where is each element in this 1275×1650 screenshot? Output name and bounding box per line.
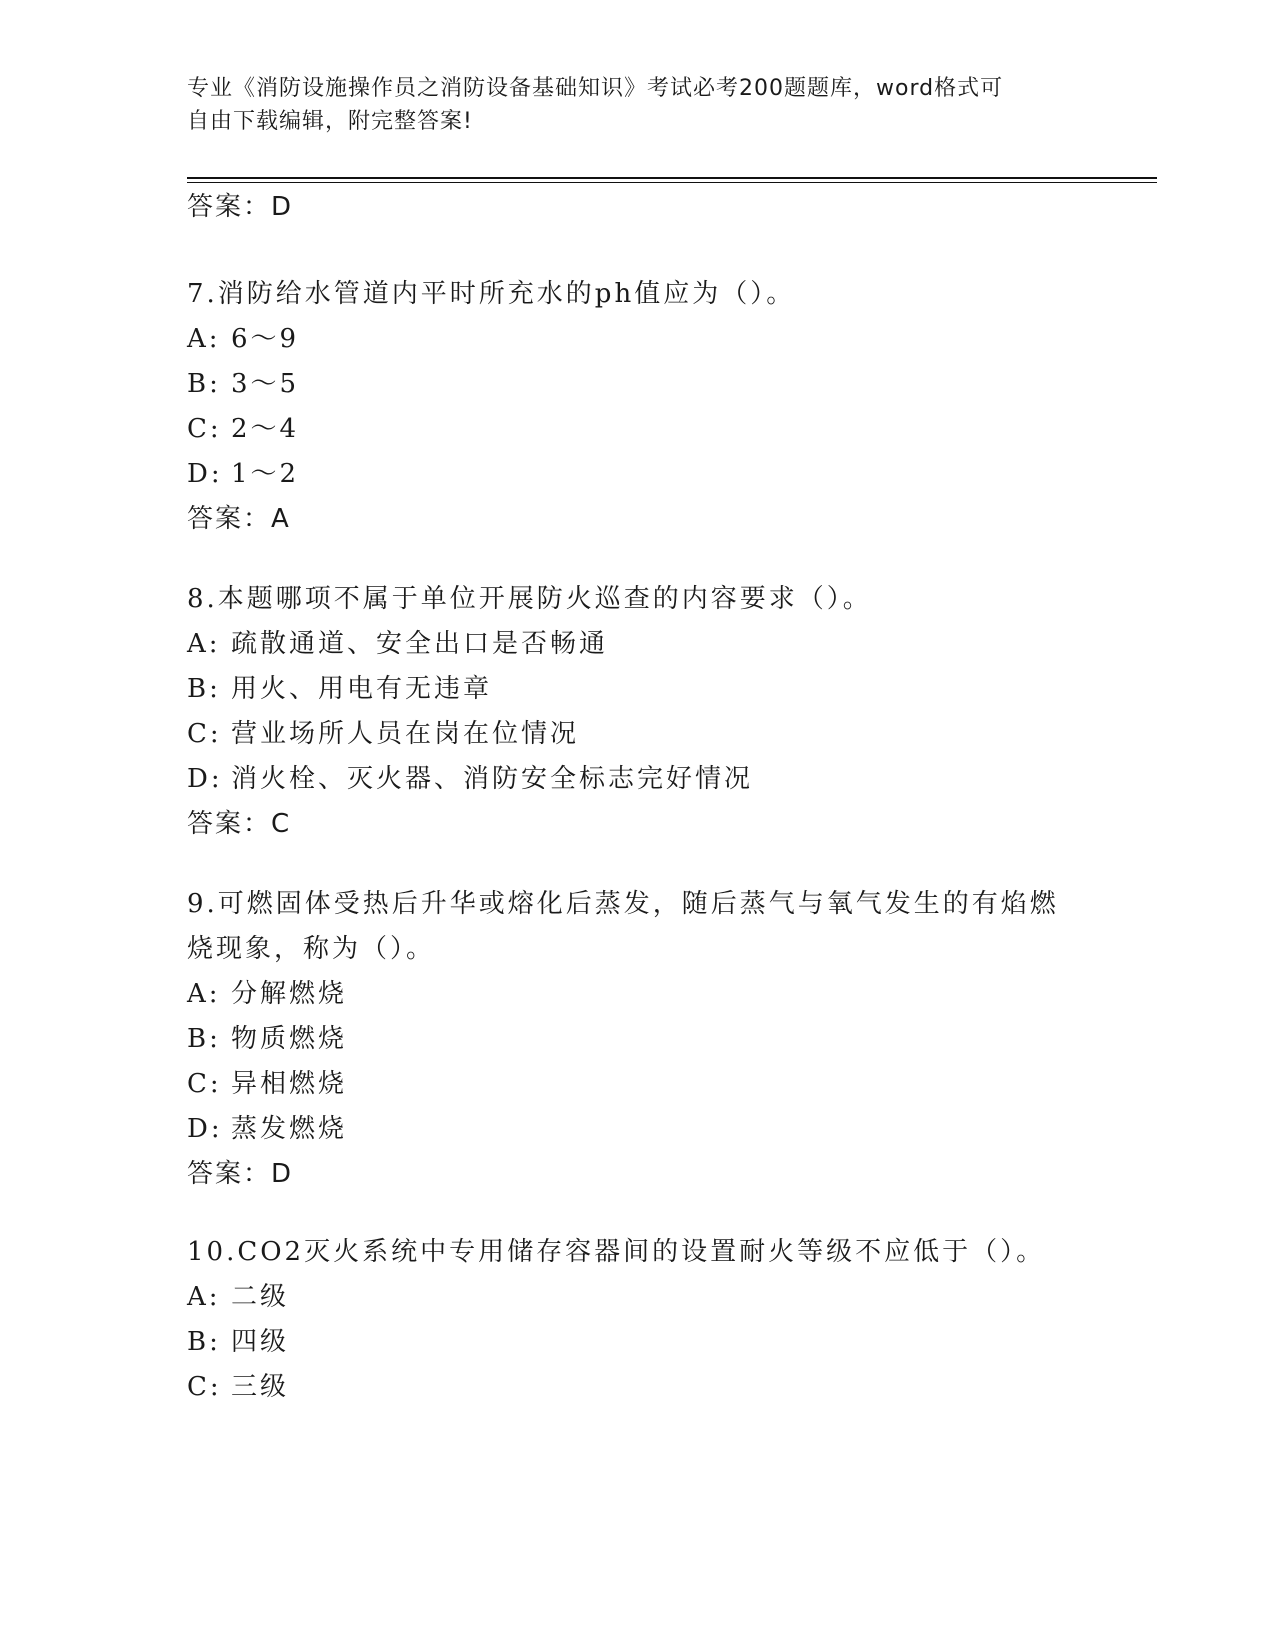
option-b — [187, 368, 1067, 413]
option-text: 6～9 — [231, 324, 300, 354]
option-label: A: — [187, 1282, 221, 1312]
option-b — [187, 673, 1067, 718]
option-text: 消火栓、灭火器、消防安全标志完好情况 — [231, 764, 754, 794]
option-c — [187, 718, 1067, 763]
answer-text: 答案：D — [187, 1159, 294, 1189]
option-label: B: — [187, 1327, 221, 1357]
header-divider-thin — [187, 182, 1157, 183]
option-a — [187, 323, 1067, 368]
option-text: 疏散通道、安全出口是否畅通 — [231, 629, 609, 659]
option-label: D: — [187, 1114, 223, 1144]
question-8 — [187, 583, 1067, 853]
option-text: 分解燃烧 — [231, 979, 348, 1009]
option-d — [187, 763, 1067, 808]
option-text: 三级 — [231, 1372, 290, 1402]
option-text: 营业场所人员在岗在位情况 — [231, 719, 580, 749]
option-text: 物质燃烧 — [231, 1024, 348, 1054]
question-text: 7.消防给水管道内平时所充水的ph值应为（）。 — [187, 279, 796, 309]
question-10 — [187, 1236, 1067, 1416]
option-label: C: — [187, 1069, 222, 1099]
question-9 — [187, 888, 1067, 1203]
option-a — [187, 1281, 1067, 1326]
header-line-1: 专业《消防设施操作员之消防设备基础知识》考试必考200题题库，word格式可 — [187, 76, 1004, 101]
question-7 — [187, 278, 1067, 548]
option-label: A: — [187, 324, 221, 354]
option-label: B: — [187, 369, 221, 399]
option-b — [187, 1023, 1067, 1068]
question-text: 10.CO2灭火系统中专用储存容器间的设置耐火等级不应低于（）。 — [187, 1237, 1046, 1267]
option-a — [187, 978, 1067, 1023]
option-label: B: — [187, 674, 221, 704]
question-text: 8.本题哪项不属于单位开展防火巡查的内容要求（）。 — [187, 584, 872, 614]
option-label: C: — [187, 414, 222, 444]
option-text: 3～5 — [231, 369, 300, 399]
answer-text: 答案：D — [187, 192, 294, 222]
option-text: 2～4 — [231, 414, 300, 444]
option-label: C: — [187, 719, 222, 749]
option-text: 二级 — [231, 1282, 290, 1312]
option-d — [187, 458, 1067, 503]
option-b — [187, 1326, 1067, 1371]
option-d — [187, 1113, 1067, 1158]
answer-text: 答案：A — [187, 504, 291, 534]
option-text: 四级 — [231, 1327, 290, 1357]
question-text-line-1: 9.可燃固体受热后升华或熔化后蒸发，随后蒸气与氧气发生的有焰燃 — [187, 889, 1059, 919]
option-label: D: — [187, 764, 223, 794]
option-c — [187, 1371, 1067, 1416]
option-text: 用火、用电有无违章 — [231, 674, 493, 704]
previous-answer — [187, 191, 1067, 236]
option-label: C: — [187, 1372, 222, 1402]
header-divider-thick — [187, 177, 1157, 179]
header-line-2: 自由下载编辑，附完整答案! — [187, 109, 473, 134]
option-text: 蒸发燃烧 — [231, 1114, 348, 1144]
document-header — [187, 72, 1067, 138]
option-label: D: — [187, 459, 223, 489]
option-c — [187, 413, 1067, 458]
option-text: 1～2 — [231, 459, 300, 489]
question-text-line-2: 烧现象，称为（）。 — [187, 934, 436, 964]
answer-text: 答案：C — [187, 809, 292, 839]
option-label: A: — [187, 629, 221, 659]
option-label: B: — [187, 1024, 221, 1054]
option-label: A: — [187, 979, 221, 1009]
option-a — [187, 628, 1067, 673]
option-text: 异相燃烧 — [231, 1069, 348, 1099]
option-c — [187, 1068, 1067, 1113]
